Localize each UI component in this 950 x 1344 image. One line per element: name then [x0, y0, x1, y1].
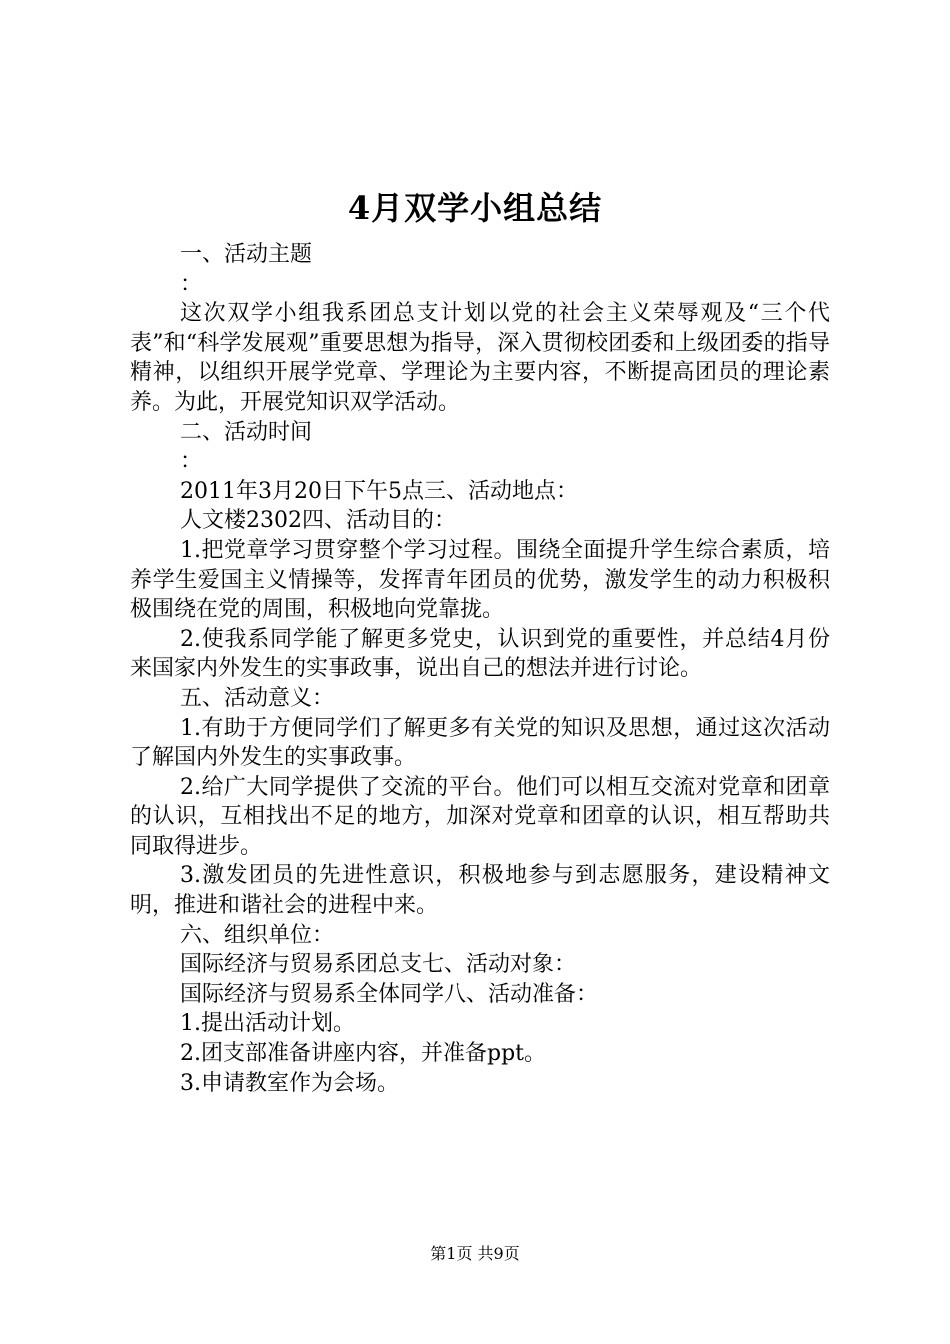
paragraph-location-purpose: 人文楼2302四、活动目的： [180, 508, 456, 534]
section-heading-time: 二、活动时间 [180, 419, 313, 445]
colon-line: ： [180, 271, 203, 297]
paragraph-significance-3: 3.激发团员的先进性意识，积极地参与到志愿服务，建设精神文明，推进和谐社会的进程中来。 [130, 863, 830, 919]
paragraph-significance-1: 1.有助于方便同学们了解更多有关党的知识及思想，通过这次活动了解国内外发生的实事政事。 [130, 715, 830, 771]
document-body [130, 240, 830, 1098]
document-title: 4月双学小组总结 [347, 189, 603, 227]
section-heading-significance: 五、活动意义： [180, 685, 335, 711]
paragraph-preparation-3: 3.申请教室作为会场。 [180, 1070, 399, 1096]
paragraph-theme-body: 这次双学小组我系团总支计划以党的社会主义荣辱观及“三个代表”和“科学发展观”重要思想为指导，深入贯彻校团委和上级团委的指导精神，以组织开展学党章、学理论为主要内容，不断提高团员的理论素养。为此，开展党知识双学活动。 [130, 301, 830, 415]
paragraph-audience-preparation: 国际经济与贸易系全体同学八、活动准备： [180, 981, 599, 1007]
page-footer: 第1页 共9页 [430, 1244, 520, 1263]
paragraph-preparation-1: 1.提出活动计划。 [180, 1011, 355, 1037]
paragraph-organizer-audience: 国际经济与贸易系团总支七、活动对象： [180, 952, 577, 978]
section-heading-organizer: 六、组织单位： [180, 922, 335, 948]
paragraph-time-location: 2011年3月20日下午5点三、活动地点： [180, 478, 578, 504]
paragraph-significance-2: 2.给广大同学提供了交流的平台。他们可以相互交流对党章和团章的认识，互相找出不足的地方，加深对党章和团章的认识，相互帮助共同取得进步。 [130, 774, 830, 859]
paragraph-purpose-1: 1.把党章学习贯穿整个学习过程。围绕全面提升学生综合素质，培养学生爱国主义情操等，发挥青年团员的优势，激发学生的动力积极积极围绕在党的周围，积极地向党靠拢。 [130, 537, 830, 623]
section-heading-theme: 一、活动主题 [180, 242, 313, 267]
paragraph-preparation-2: 2.团支部准备讲座内容，并准备ppt。 [180, 1041, 546, 1067]
paragraph-purpose-2: 2.使我系同学能了解更多党史，认识到党的重要性，并总结4月份来国家内外发生的实事政事，说出自己的想法并进行讨论。 [130, 626, 830, 682]
colon-line: ： [180, 449, 203, 475]
